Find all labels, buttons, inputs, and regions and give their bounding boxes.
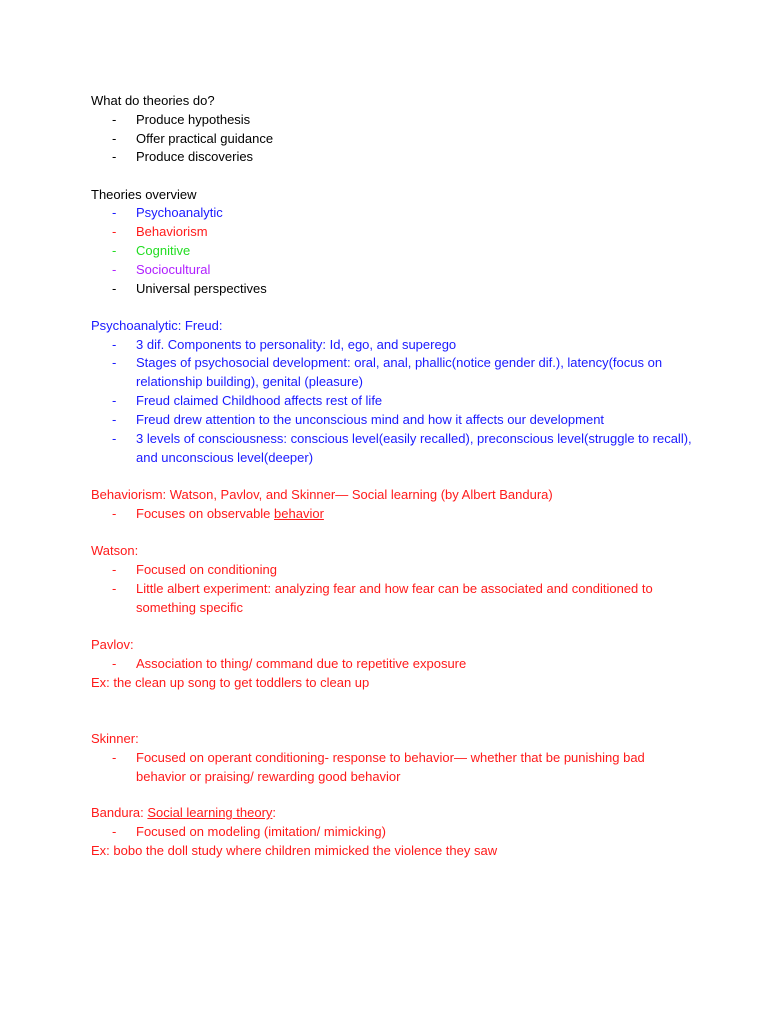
list-item: Freud drew attention to the unconscious mind and how it affects our development bbox=[136, 412, 605, 427]
bullet-dash: - bbox=[112, 205, 117, 220]
heading-skinner: Skinner: bbox=[91, 731, 139, 746]
bullet-dash: - bbox=[112, 224, 117, 239]
bullet-dash: - bbox=[112, 112, 117, 127]
list-item: Stages of psychosocial development: oral, anal, phallic(notice gender dif.), latency(focus on relationship building), genital (pleasure) bbox=[136, 355, 663, 389]
list-item: Focused on conditioning bbox=[136, 562, 277, 577]
bullet-dash: - bbox=[112, 581, 117, 596]
example-text: Ex: bobo the doll study where children mimicked the violence they saw bbox=[91, 843, 498, 858]
list-item: Little albert experiment: analyzing fear and how fear can be associated and conditioned to something specific bbox=[136, 581, 653, 615]
bullet-dash: - bbox=[112, 562, 117, 577]
bullet-dash: - bbox=[112, 262, 117, 277]
underlined-term: Social learning theory bbox=[147, 805, 273, 820]
heading-pavlov: Pavlov: bbox=[91, 637, 134, 652]
example-text: Ex: the clean up song to get toddlers to clean up bbox=[91, 675, 370, 690]
bullet-dash: - bbox=[112, 412, 117, 427]
heading-suffix: : bbox=[272, 805, 277, 820]
list-item bbox=[136, 505, 696, 524]
list-item-cognitive: Cognitive bbox=[136, 243, 191, 258]
list-item: Produce discoveries bbox=[136, 149, 254, 164]
heading-behaviorism: Behaviorism: Watson, Pavlov, and Skinner— Social learning (by Albert Bandura) bbox=[91, 487, 553, 502]
heading-psychoanalytic: Psychoanalytic: Freud: bbox=[91, 318, 223, 333]
heading-bandura bbox=[91, 804, 691, 823]
bullet-dash: - bbox=[112, 824, 117, 839]
list-item-sociocultural: Sociocultural bbox=[136, 262, 211, 277]
bullet-dash: - bbox=[112, 149, 117, 164]
bullet-dash: - bbox=[112, 750, 117, 765]
bullet-dash: - bbox=[112, 355, 117, 370]
list-item: Association to thing/ command due to repetitive exposure bbox=[136, 656, 467, 671]
list-item: 3 levels of consciousness: conscious level(easily recalled), preconscious level(struggle to recall), and unconscious level(deeper) bbox=[136, 431, 692, 465]
bullet-dash: - bbox=[112, 243, 117, 258]
heading-watson: Watson: bbox=[91, 543, 139, 558]
list-item-behaviorism: Behaviorism bbox=[136, 224, 208, 239]
list-item: Focused on modeling (imitation/ mimicking) bbox=[136, 824, 386, 839]
list-item: Produce hypothesis bbox=[136, 112, 251, 127]
heading-theories-overview: Theories overview bbox=[91, 187, 197, 202]
bullet-dash: - bbox=[112, 337, 117, 352]
underlined-term: behavior bbox=[274, 506, 324, 521]
bullet-dash: - bbox=[112, 281, 117, 296]
list-item: 3 dif. Components to personality: Id, ego, and superego bbox=[136, 337, 457, 352]
list-item: Freud claimed Childhood affects rest of life bbox=[136, 393, 383, 408]
list-item: Focused on operant conditioning- response to behavior— whether that be punishing bad behavior or praising/ rewarding good behavior bbox=[136, 750, 645, 784]
bullet-dash: - bbox=[112, 393, 117, 408]
list-item-universal: Universal perspectives bbox=[136, 281, 267, 296]
item-text: Focuses on observable bbox=[136, 506, 275, 521]
bullet-dash: - bbox=[112, 656, 117, 671]
heading-prefix: Bandura: bbox=[91, 805, 148, 820]
list-item-psychoanalytic: Psychoanalytic bbox=[136, 205, 223, 220]
bullet-dash: - bbox=[112, 131, 117, 146]
list-item: Offer practical guidance bbox=[136, 131, 274, 146]
bullet-dash: - bbox=[112, 506, 117, 521]
heading-what-theories-do: What do theories do? bbox=[91, 93, 215, 108]
bullet-dash: - bbox=[112, 431, 117, 446]
